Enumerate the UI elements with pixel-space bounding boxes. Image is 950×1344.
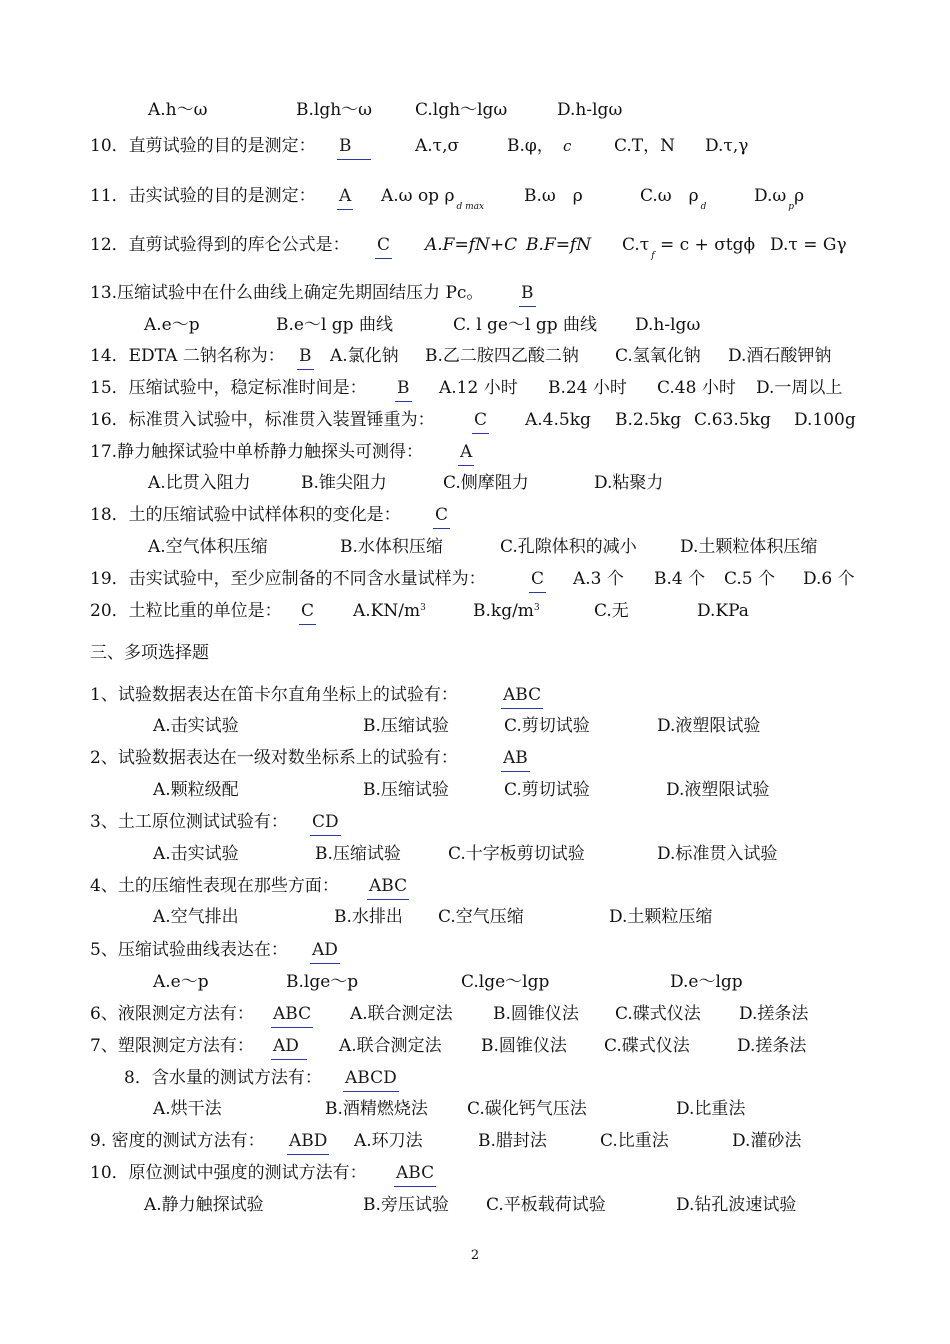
q16-option-a: A.4.5kg <box>525 410 591 430</box>
q11-answer: A <box>337 183 353 210</box>
m7-option-d: D.搓条法 <box>737 1036 807 1056</box>
m9-answer: ABD <box>287 1128 329 1155</box>
m1-option-c: C.剪切试验 <box>504 716 590 736</box>
q20-option-b <box>473 598 540 627</box>
m2-option-d: D.液塑限试验 <box>666 780 770 800</box>
m5-option-a: A.e～p <box>153 972 209 992</box>
q13-stem: 13.压缩试验中在什么曲线上确定先期固结压力 Pc。 <box>90 283 484 303</box>
q9-option-a: A.h～ω <box>148 100 208 120</box>
q11-option-d <box>754 183 804 212</box>
q20-option-a <box>353 598 426 627</box>
q11-option-d-subscript: p <box>788 202 795 212</box>
m7-option-c: C.碟式仪法 <box>604 1036 690 1056</box>
q11-option-d-text: D.ω <box>754 186 787 206</box>
q15-option-d: D.一周以上 <box>756 378 843 398</box>
m5-stem: 5、压缩试验曲线表达在： <box>90 940 288 960</box>
q17-option-b: B.锥尖阻力 <box>301 473 387 493</box>
m1-answer: ABC <box>501 682 543 709</box>
q16-option-d: D.100g <box>794 410 856 430</box>
q11-stem: 11．击实试验的目的是测定： <box>90 186 316 206</box>
m4-option-b: B.水排出 <box>334 907 403 927</box>
q17-answer: A <box>458 439 474 466</box>
q13-option-b: B.e～l gp 曲线 <box>276 315 393 335</box>
q20-option-b-superscript: 3 <box>533 603 540 613</box>
q13-option-a: A.e～p <box>144 315 200 335</box>
m1-option-a: A.击实试验 <box>153 716 239 736</box>
q20-option-a-superscript: 3 <box>420 603 426 613</box>
m7-option-a: A.联合测定法 <box>339 1036 442 1056</box>
m8-option-b: B.酒精燃烧法 <box>325 1099 428 1119</box>
m8-option-a: A.烘干法 <box>153 1099 222 1119</box>
q15-option-a: A.12 小时 <box>439 378 518 398</box>
q14-stem: 14．EDTA 二钠名称为： <box>90 346 285 366</box>
q11-option-c <box>640 183 706 212</box>
m10-option-b: B.旁压试验 <box>363 1195 449 1215</box>
m1-option-d: D.液塑限试验 <box>657 716 761 736</box>
q14-option-d: D.酒石酸钾钠 <box>728 346 832 366</box>
q14-answer: B <box>297 343 314 370</box>
q11-option-a <box>381 183 484 212</box>
q15-option-b: B.24 小时 <box>548 378 627 398</box>
q18-option-b: B.水体积压缩 <box>340 537 443 557</box>
m5-option-b: B.lge～p <box>286 972 359 992</box>
q20-stem: 20．土粒比重的单位是： <box>90 601 282 621</box>
q13-answer: B <box>519 280 536 307</box>
q14-option-a: A.氯化钠 <box>330 346 399 366</box>
m9-stem: 9. 密度的测试方法有： <box>90 1131 265 1151</box>
m6-answer: ABC <box>271 1001 313 1028</box>
q11-option-c-subscript: d <box>700 202 707 212</box>
q11-option-a-text: A.ω op ρ <box>381 186 455 206</box>
m3-option-c: C.十字板剪切试验 <box>448 844 585 864</box>
m5-option-d: D.e～lgp <box>670 972 743 992</box>
q11-option-d-tail: ρ <box>794 186 805 206</box>
q12-option-c-tail: = c + σtgϕ <box>659 235 756 255</box>
m10-answer: ABC <box>394 1160 436 1187</box>
q12-answer: C <box>375 232 392 259</box>
m7-answer: AD <box>271 1033 307 1060</box>
q10-option-c: C.T，N <box>614 136 676 156</box>
m3-option-b: B.压缩试验 <box>315 844 401 864</box>
m1-stem: 1、试验数据表达在笛卡尔直角坐标上的试验有： <box>90 685 458 705</box>
m7-option-b: B.圆锥仪法 <box>481 1036 567 1056</box>
m7-stem: 7、塑限测定方法有： <box>90 1036 254 1056</box>
m8-option-d: D.比重法 <box>676 1099 746 1119</box>
m3-option-a: A.击实试验 <box>153 844 239 864</box>
m8-option-c: C.碳化钙气压法 <box>467 1099 587 1119</box>
m6-option-c: C.碟式仪法 <box>615 1004 701 1024</box>
m2-option-b: B.压缩试验 <box>363 780 449 800</box>
m2-option-a: A.颗粒级配 <box>153 780 239 800</box>
m10-stem: 10．原位测试中强度的测试方法有： <box>90 1163 367 1183</box>
m6-option-b: B.圆锥仪法 <box>493 1004 579 1024</box>
m6-stem: 6、液限测定方法有： <box>90 1004 254 1024</box>
q17-option-a: A.比贯入阻力 <box>148 473 251 493</box>
m4-option-c: C.空气压缩 <box>438 907 524 927</box>
q10-option-b-var: c <box>563 137 572 155</box>
m10-option-c: C.平板载荷试验 <box>486 1195 606 1215</box>
m9-option-b: B.腊封法 <box>478 1131 547 1151</box>
q18-option-c: C.孔隙体积的减小 <box>500 537 637 557</box>
q12-option-b: B.F=fN <box>526 235 592 255</box>
q11-option-a-subscript: d max <box>456 202 485 212</box>
q19-option-a: A.3 个 <box>573 569 624 589</box>
q20-option-c: C.无 <box>594 601 629 621</box>
page-number: 2 <box>470 1248 480 1263</box>
q11-option-c-text: C.ω ρ <box>640 186 699 206</box>
q10-stem: 10．直剪试验的目的是测定： <box>90 136 316 156</box>
q18-option-d: D.土颗粒体积压缩 <box>680 537 818 557</box>
q17-option-c: C.侧摩阻力 <box>443 473 529 493</box>
q11-option-b: B.ω ρ <box>524 186 583 206</box>
m5-option-c: C.lge～lgp <box>461 972 550 992</box>
m4-option-d: D.土颗粒压缩 <box>609 907 713 927</box>
q16-answer: C <box>472 407 489 434</box>
q19-option-c: C.5 个 <box>724 569 776 589</box>
q10-option-d: D.τ,γ <box>705 136 749 156</box>
q20-option-a-text: A.KN/m <box>353 601 421 621</box>
q10-option-b: B.φ， <box>507 136 554 156</box>
m3-option-d: D.标准贯入试验 <box>657 844 778 864</box>
m1-option-b: B.压缩试验 <box>363 716 449 736</box>
m4-answer: ABC <box>367 873 409 900</box>
q16-option-c: C.63.5kg <box>694 410 771 430</box>
q14-option-c: C.氢氧化钠 <box>615 346 701 366</box>
m9-option-a: A.环刀法 <box>354 1131 423 1151</box>
m6-option-d: D.搓条法 <box>739 1004 809 1024</box>
q19-option-d: D.6 个 <box>803 569 855 589</box>
q10-answer: B <box>337 133 371 160</box>
q14-option-b: B.乙二胺四乙酸二钠 <box>425 346 579 366</box>
q12-stem: 12．直剪试验得到的库仑公式是： <box>90 235 350 255</box>
q20-option-b-text: B.kg/m <box>473 601 534 621</box>
q12-option-a: A.F=fN+C <box>425 235 518 255</box>
m9-option-d: D.灌砂法 <box>732 1131 802 1151</box>
q20-option-d: D.KPa <box>697 601 749 621</box>
section-3-title: 三、多项选择题 <box>90 643 209 663</box>
q16-stem: 16．标准贯入试验中，标准贯入装置锤重为： <box>90 410 435 430</box>
m10-option-a: A.静力触探试验 <box>144 1195 264 1215</box>
q18-stem: 18．土的压缩试验中试样体积的变化是： <box>90 505 401 525</box>
q19-answer: C <box>529 566 546 593</box>
q15-option-c: C.48 小时 <box>657 378 736 398</box>
m8-stem: 8．含水量的测试方法有： <box>124 1068 322 1088</box>
q9-option-c: C.lgh～lgω <box>415 100 508 120</box>
m2-answer: AB <box>501 745 530 772</box>
q19-option-b: B.4 个 <box>654 569 706 589</box>
q13-option-c: C. l ge～l gp 曲线 <box>453 315 598 335</box>
m5-answer: AD <box>310 937 340 964</box>
m8-answer: ABCD <box>343 1065 399 1092</box>
m9-option-c: C.比重法 <box>600 1131 669 1151</box>
q12-option-c <box>622 232 755 261</box>
q12-option-c-subscript: f <box>651 251 655 261</box>
q18-answer: C <box>433 502 450 529</box>
q10-option-a: A.τ,σ <box>415 136 460 156</box>
q12-option-d: D.τ = Gγ <box>770 235 847 255</box>
m2-stem: 2、试验数据表达在一级对数坐标系上的试验有： <box>90 748 458 768</box>
q16-option-b: B.2.5kg <box>615 410 682 430</box>
q12-option-c-text: C.τ <box>622 235 650 255</box>
q15-answer: B <box>395 375 412 402</box>
m10-option-d: D.钻孔波速试验 <box>676 1195 797 1215</box>
m3-stem: 3、土工原位测试试验有： <box>90 812 288 832</box>
m6-option-a: A.联合测定法 <box>350 1004 453 1024</box>
q17-stem: 17.静力触探试验中单桥静力触探头可测得： <box>90 442 424 462</box>
q19-stem: 19．击实试验中，至少应制备的不同含水量试样为： <box>90 569 486 589</box>
m2-option-c: C.剪切试验 <box>504 780 590 800</box>
m4-stem: 4、土的压缩性表现在那些方面： <box>90 876 339 896</box>
m3-answer: CD <box>310 809 341 836</box>
q13-option-d: D.h-lgω <box>635 315 701 335</box>
q17-option-d: D.粘聚力 <box>594 473 664 493</box>
q18-option-a: A.空气体积压缩 <box>148 537 268 557</box>
m4-option-a: A.空气排出 <box>153 907 239 927</box>
q15-stem: 15．压缩试验中，稳定标准时间是： <box>90 378 367 398</box>
q9-option-d: D.h-lgω <box>557 100 623 120</box>
q9-option-b: B.lgh～ω <box>296 100 373 120</box>
q20-answer: C <box>299 598 316 625</box>
